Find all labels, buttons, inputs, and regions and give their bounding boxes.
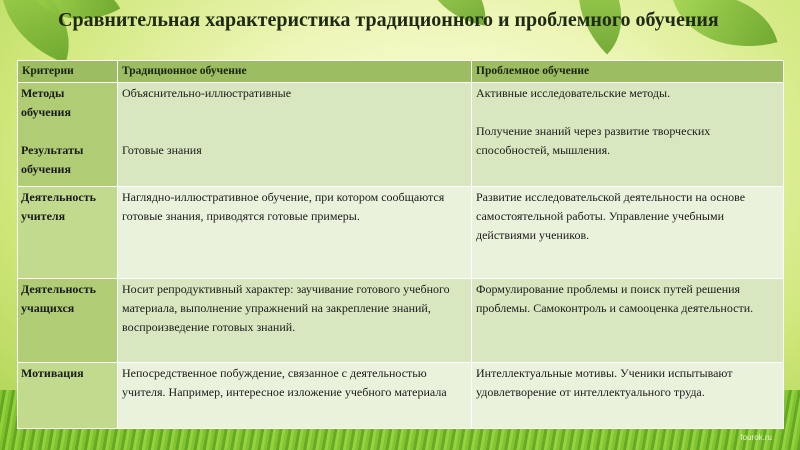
problem-results: Получение знаний через развитие творческих способностей, мышления. xyxy=(476,124,711,157)
header-criteria: Критерии xyxy=(18,61,118,83)
problem-methods: Активные исследовательские методы. xyxy=(476,86,671,100)
traditional-methods: Объяснительно-иллюстративные xyxy=(122,86,292,100)
table-row-students xyxy=(18,279,784,363)
table-row-teacher xyxy=(18,187,784,279)
traditional-students: Носит репродуктивный характер: заучивание готового учебного материала, выполнение упражнений на закрепление знаний, воспроизведение готовых знаний. xyxy=(118,279,472,363)
problem-students: Формулирование проблемы и поиск путей решения проблемы. Самоконтроль и самооценка деятельности. xyxy=(472,279,784,363)
criteria-methods: Методы обучения xyxy=(21,86,71,119)
traditional-results: Готовые знания xyxy=(122,143,202,157)
problem-teacher: Развитие исследовательской деятельности на основе самостоятельной работы. Управление учебными действиями учеников. xyxy=(472,187,784,279)
page-title: Сравнительная характеристика традиционного и проблемного обучения xyxy=(58,9,719,31)
traditional-motivation: Непосредственное побуждение, связанное с деятельностью учителя. Например, интересное изложение учебного материала xyxy=(118,363,472,429)
criteria-results: Результаты обучения xyxy=(21,143,84,176)
table-row-motivation xyxy=(18,363,784,429)
traditional-teacher: Наглядно-иллюстративное обучение, при котором сообщаются готовые знания, приводятся готовые примеры. xyxy=(118,187,472,279)
header-traditional: Традиционное обучение xyxy=(118,61,472,83)
header-problem: Проблемное обучение xyxy=(472,61,784,83)
watermark: fourok.ru xyxy=(740,433,772,442)
table-row-methods-results xyxy=(18,83,784,187)
criteria-cell xyxy=(18,83,118,187)
problem-motivation: Интеллектуальные мотивы. Ученики испытывают удовлетворение от интеллектуального труда. xyxy=(472,363,784,429)
problem-cell xyxy=(472,83,784,187)
criteria-motivation: Мотивация xyxy=(18,363,118,429)
criteria-teacher: Деятельность учителя xyxy=(18,187,118,279)
table-header-row xyxy=(18,61,784,83)
traditional-cell xyxy=(118,83,472,187)
criteria-students: Деятельность учащихся xyxy=(18,279,118,363)
comparison-table xyxy=(17,60,784,429)
